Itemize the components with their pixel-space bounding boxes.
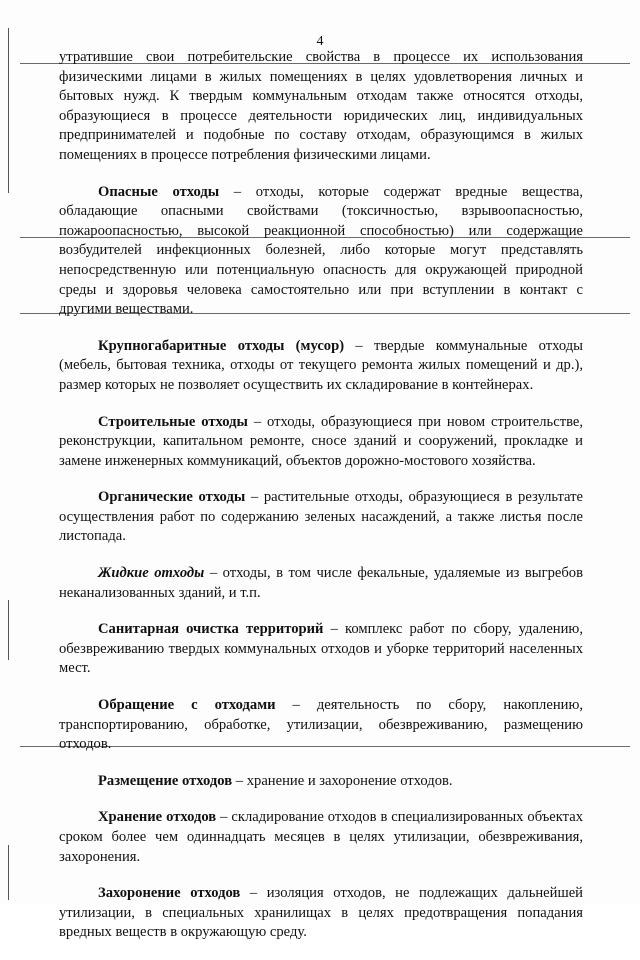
paragraph — [59, 772, 583, 792]
margin-mark — [8, 845, 9, 900]
body-text — [59, 48, 583, 960]
paragraph — [59, 337, 583, 396]
defined-term: Строительные отходы — [98, 413, 248, 430]
paragraph — [59, 696, 583, 755]
margin-mark — [8, 600, 9, 660]
defined-term: Санитарная очистка территорий — [98, 621, 324, 638]
paragraph — [59, 48, 583, 166]
paragraph-text: утратившие свои потребительские свойства в процессе их использования физическими лицами в жилых помещениях в целях удовлетворения личных и бытовых нужд. К твердым коммунальным отходам также относятся отходы, образующиеся в процессе деятельности юридических лиц, индивидуальных предпринимателей и подобные по составу отходам, образующимся в жилых помещениях в процессе потребления физическими лицами. — [59, 49, 583, 163]
paragraph-text: – отходы, образующиеся при новом строительстве, реконструкции, капитальном ремонте, сносе зданий и сооружений, прокладке и замене инженерных коммуникаций, объектов дорожно-мостового хозяйства. — [59, 413, 584, 469]
defined-term: Опасные отходы — [98, 183, 220, 200]
margin-mark — [8, 28, 9, 193]
paragraph-text: – изоляция отходов, не подлежащих дальнейшей утилизации, в специальных хранилищах в целях предотвращения попадания вредных веществ в окружающую среду. — [59, 885, 583, 941]
paragraph-text: – отходы, которые содержат вредные вещества, обладающие опасными свойствами (токсичностью, взрывоопасностью, пожароопасностью, высокой реакционной способностью) или содержащие возбудителей инфекционных болезней, либо которые могут представлять непосредственную или потенциальную опасность для окружающей природной среды и здоровья человека самостоятельно или при вступлении в контакт с другими веществами. — [59, 183, 583, 318]
paragraph — [59, 413, 583, 472]
paragraph-text: – деятельность по сбору, накоплению, транспортированию, обработке, утилизации, обезвреживанию, размещению отходов. — [59, 697, 583, 753]
paragraph — [59, 620, 583, 679]
page-number: 4 — [316, 34, 324, 49]
defined-term: Жидкие отходы — [98, 565, 205, 582]
paragraph-text: – комплекс работ по сбору, удалению, обезвреживанию твердых коммунальных отходов и уборке территорий населенных мест. — [59, 621, 583, 677]
paragraph — [59, 564, 583, 603]
defined-term: Обращение с отходами — [98, 697, 276, 714]
defined-term: Органические отходы — [98, 489, 246, 506]
paragraph-text: – складирование отходов в специализированных объектах сроком более чем одиннадцать месяцев в целях утилизации, обезвреживания, захоронения. — [59, 809, 584, 865]
paragraph-text: – хранение и захоронение отходов. — [232, 772, 453, 789]
paragraph — [59, 884, 583, 943]
defined-term: Захоронение отходов — [98, 885, 241, 902]
defined-term: Хранение отходов — [98, 809, 217, 826]
paragraph — [59, 183, 583, 320]
paragraph-text: – твердые коммунальные отходы (мебель, бытовая техника, отходы от текущего ремонта жилых помещений и др.), размер которых не позволяет осуществить их складирование в контейнерах. — [59, 337, 583, 393]
paragraph — [59, 488, 583, 547]
paragraph-text: – отходы, в том числе фекальные, удаляемые из выгребов неканализованных зданий, и т.п. — [59, 565, 583, 601]
paragraph-text: – растительные отходы, образующиеся в результате осуществления работ по содержанию зеленых насаждений, а также листья после листопада. — [59, 489, 583, 545]
defined-term: Размещение отходов — [98, 772, 233, 789]
defined-term: Крупногабаритные отходы (мусор) — [98, 337, 345, 354]
paragraph — [59, 808, 583, 867]
